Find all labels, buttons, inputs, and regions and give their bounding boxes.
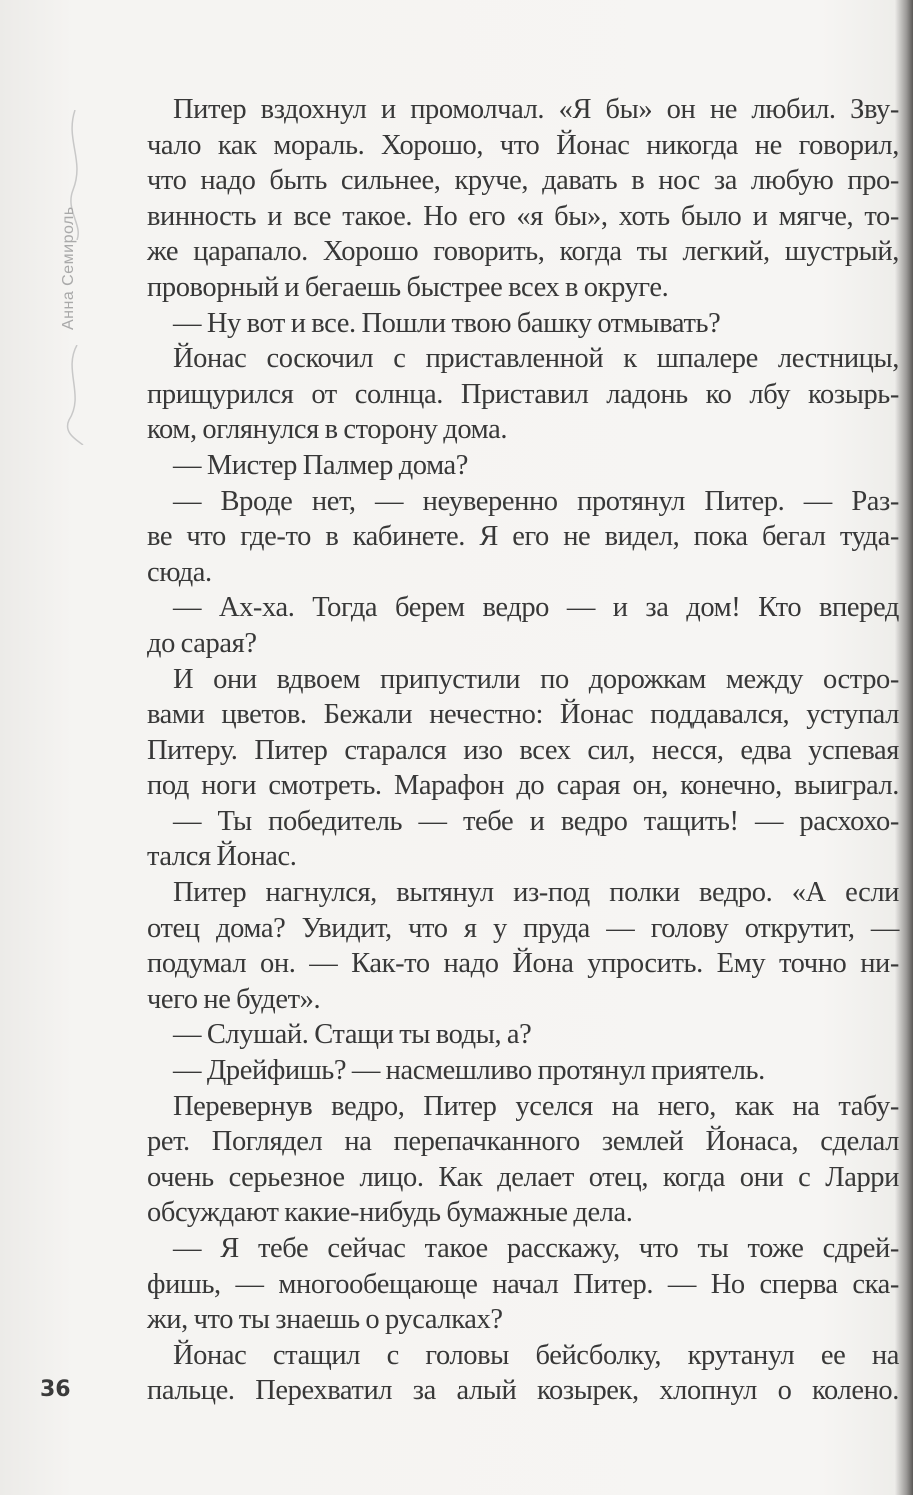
text-line: — Ты победитель — тебе и ведро тащить! — расхохо-: [173, 805, 899, 837]
text-line: тался Йонас.: [147, 841, 297, 873]
text-line: сюда.: [147, 556, 212, 588]
text-line: ве что где-то в кабинете. Я его не видел, пока бегал туда-: [147, 521, 899, 553]
text-line: винность и все такое. Но его «я бы», хоть было и мягче, то-: [147, 200, 899, 232]
text-line: — Мистер Палмер дома?: [173, 449, 469, 481]
decorative-flourish-bottom-icon: [55, 345, 95, 445]
text-line: вами цветов. Бежали нечестно: Йонас поддавался, уступал: [147, 699, 899, 731]
text-line: же царапало. Хорошо говорить, когда ты легкий, шустрый,: [147, 236, 899, 268]
text-line: отец дома? Увидит, что я у пруда — голову открутит, —: [147, 912, 899, 944]
text-line: подумал он. — Как-то надо Йона упросить. Ему точно ни-: [147, 948, 899, 980]
page-number: 36: [40, 1377, 71, 1402]
text-line: обсуждают какие-нибудь бумажные дела.: [147, 1197, 633, 1229]
text-line: под ноги смотреть. Марафон до сарая он, конечно, выиграл.: [147, 770, 899, 802]
text-line: Перевернув ведро, Питер уселся на него, как на табу-: [173, 1090, 899, 1122]
text-line: Питер нагнулся, вытянул из-под полки ведро. «А если: [173, 877, 899, 909]
text-line: — Слушай. Стащи ты воды, а?: [173, 1019, 532, 1051]
text-line: что надо быть сильнее, круче, давать в нос за любую про-: [147, 165, 899, 197]
text-line: фишь, — многообещающе начал Питер. — Но сперва ска-: [147, 1268, 899, 1300]
text-line: проворный и бегаешь быстрее всех в округе.: [147, 271, 669, 303]
text-line: рет. Поглядел на перепачканного землей Йонаса, сделал: [147, 1126, 899, 1158]
text-line: — Ах-ха. Тогда берем ведро — и за дом! Кто вперед: [173, 592, 899, 624]
text-line: — Вроде нет, — неуверенно протянул Питер. — Раз-: [173, 485, 899, 517]
text-line: чего не будет».: [147, 983, 321, 1015]
text-line: Питеру. Питер старался изо всех сил, несся, едва успевая: [147, 734, 899, 766]
text-line: ком, оглянулся в сторону дома.: [147, 414, 508, 446]
text-line: — Дрейфишь? — насмешливо протянул приятель.: [173, 1055, 765, 1087]
text-line: прищурился от солнца. Приставил ладонь ко лбу козырь-: [147, 378, 899, 410]
text-line: до сарая?: [147, 627, 257, 659]
text-line: И они вдвоем припустили по дорожкам между остро-: [173, 663, 899, 695]
text-line: жи, что ты знаешь о русалках?: [147, 1304, 503, 1336]
text-line: — Ну вот и все. Пошли твою башку отмывать?: [173, 307, 721, 339]
text-line: пальце. Перехватил за алый козырек, хлопнул о колено.: [147, 1375, 899, 1407]
text-line: Питер вздохнул и промолчал. «Я бы» он не любил. Зву-: [173, 94, 899, 125]
body-text: [147, 92, 899, 1409]
running-head-author: Анна Семироль: [60, 206, 77, 330]
text-line: Йонас соскочил с приставленной к шпалере лестницы,: [173, 343, 899, 375]
text-line: очень серьезное лицо. Как делает отец, когда они с Ларри: [147, 1161, 899, 1193]
text-line: — Я тебе сейчас такое расскажу, что ты тоже сдрей-: [173, 1233, 899, 1264]
text-line: Йонас стащил с головы бейсболку, крутанул ее на: [173, 1339, 899, 1371]
text-line: чало как мораль. Хорошо, что Йонас никогда не говорил,: [147, 129, 899, 161]
